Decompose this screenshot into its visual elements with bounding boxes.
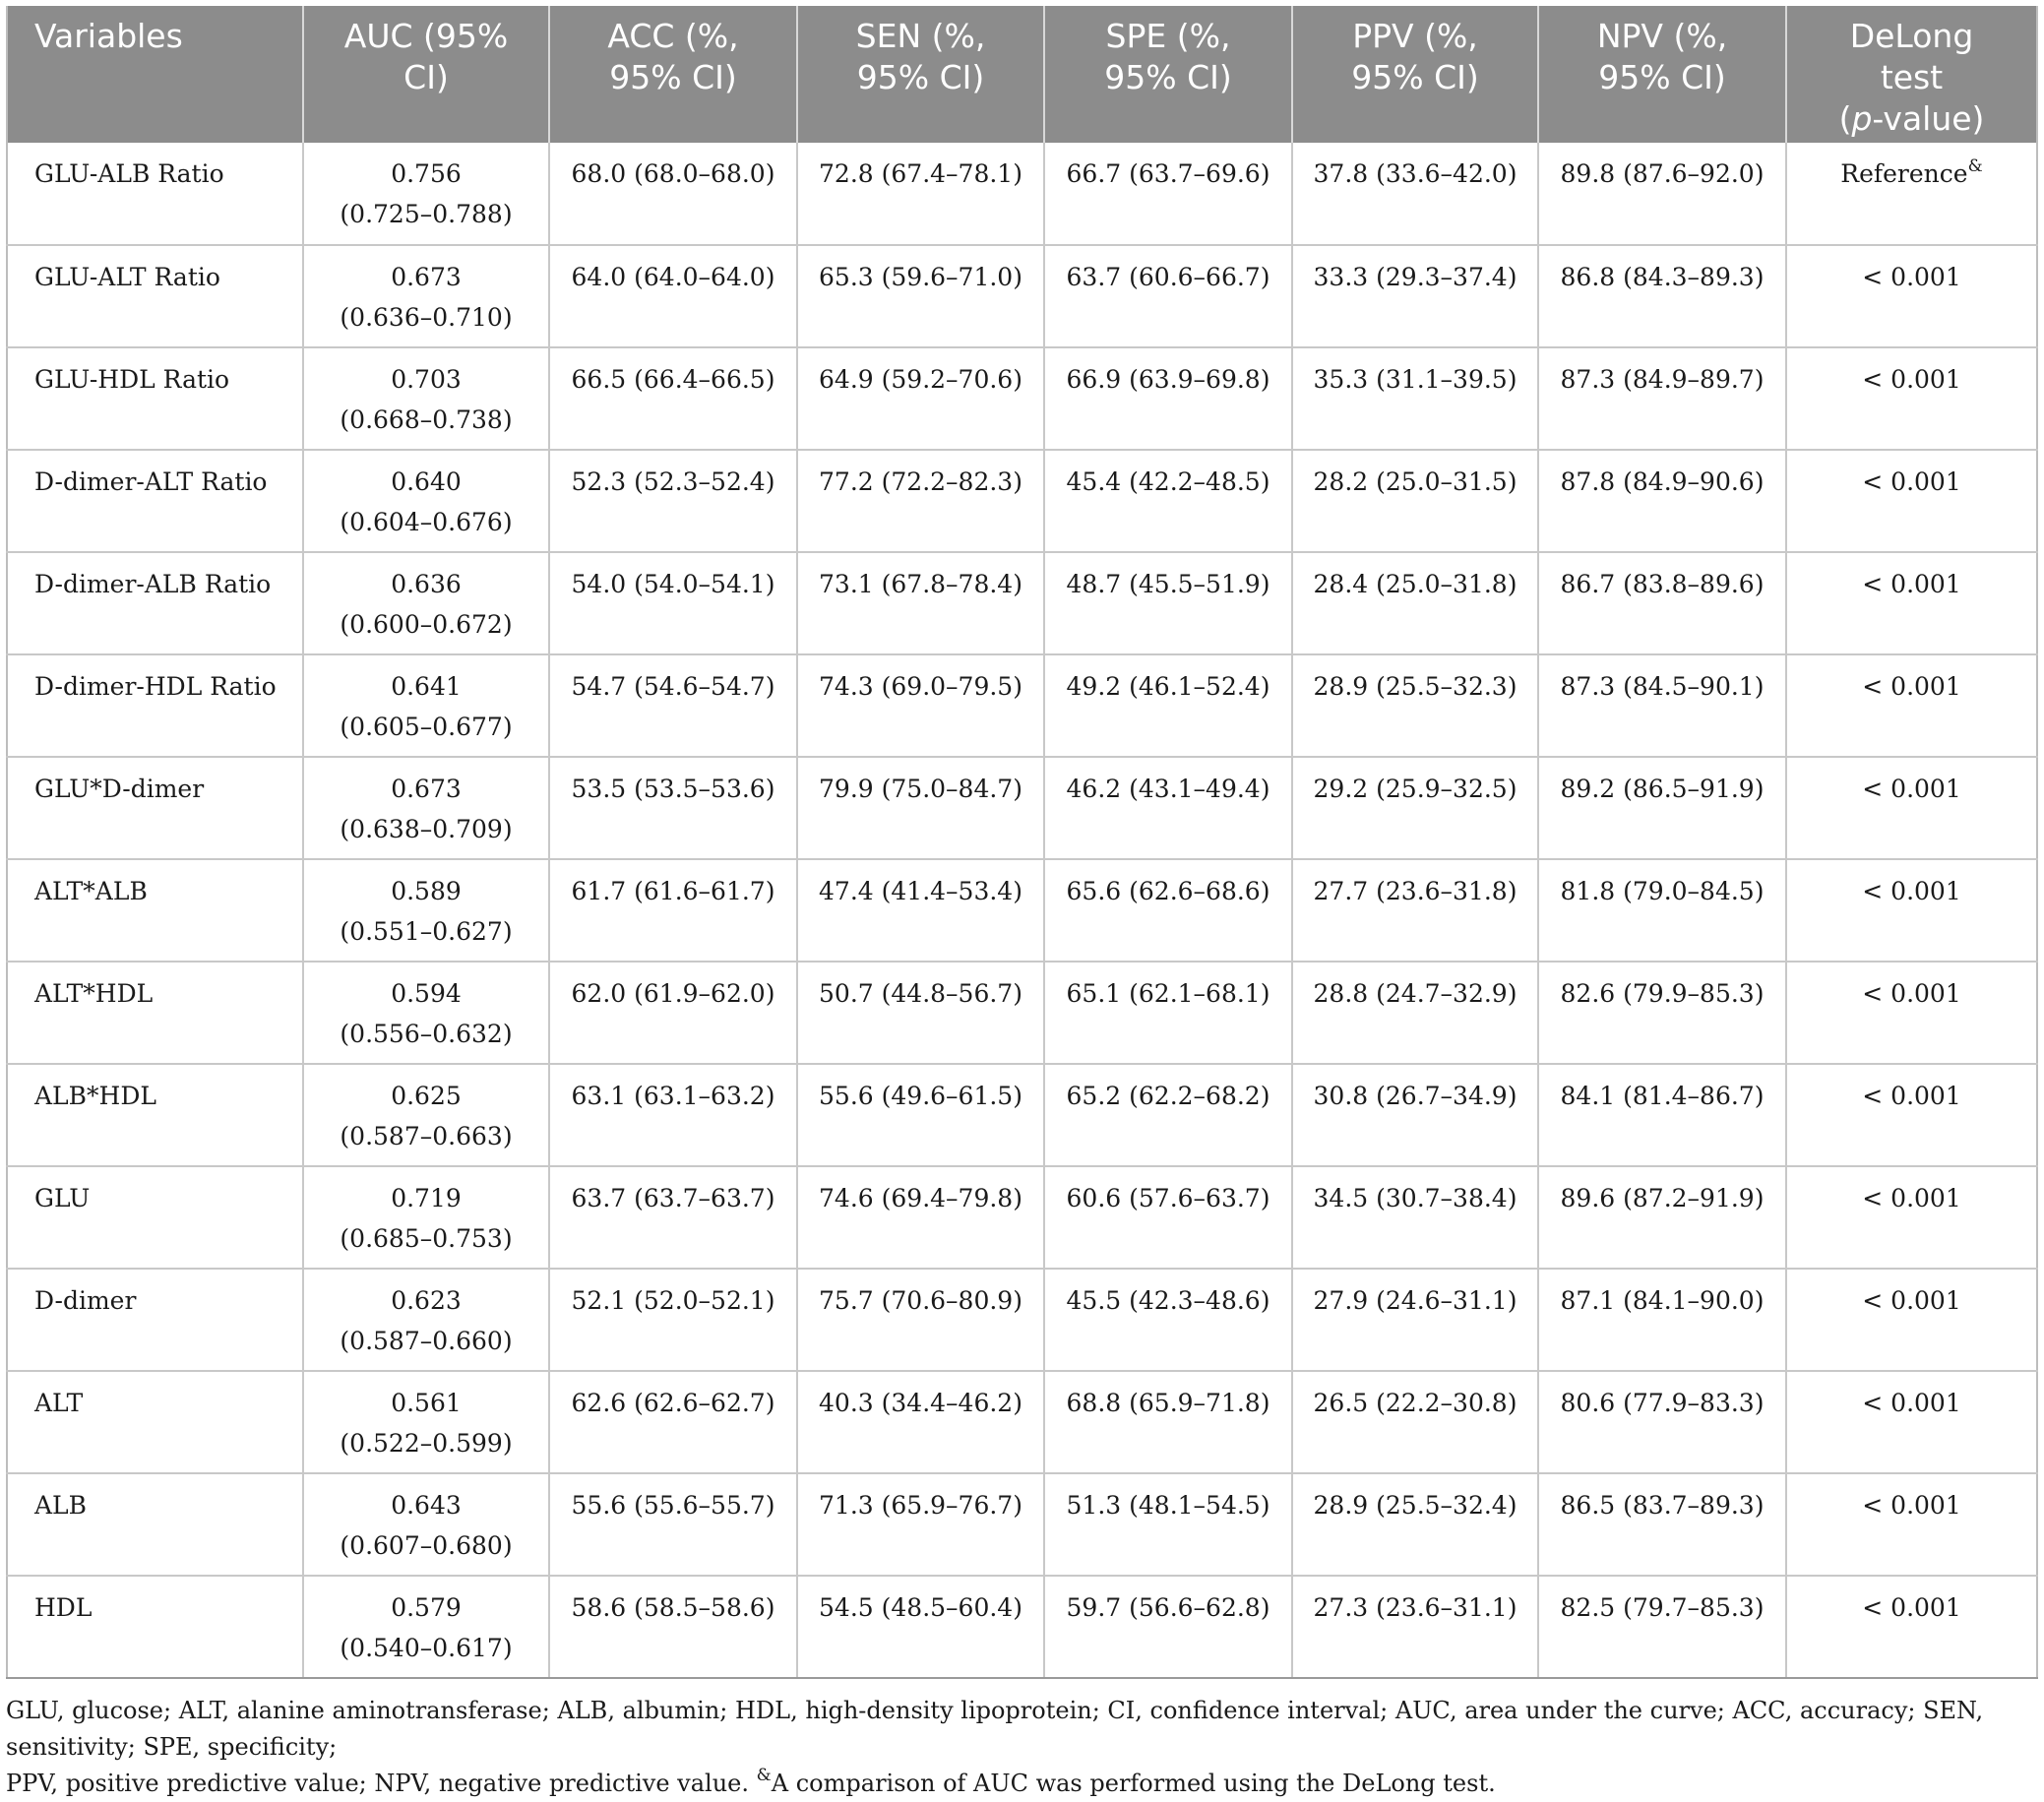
header-spe: SPE (%, 95% CI) [1044,6,1292,143]
cell-ppv: 34.5 (30.7–38.4) [1292,1166,1538,1269]
cell-delong: Reference& [1786,143,2037,245]
header-row [7,6,2037,143]
header-npv: NPV (%, 95% CI) [1538,6,1786,143]
cell-acc: 53.5 (53.5–53.6) [549,757,797,859]
cell-npv: 82.6 (79.9–85.3) [1538,962,1786,1064]
cell-delong: < 0.001 [1786,962,2037,1064]
cell-ppv: 28.4 (25.0–31.8) [1292,552,1538,654]
cell-spe: 65.1 (62.1–68.1) [1044,962,1292,1064]
cell-sen: 64.9 (59.2–70.6) [797,347,1044,450]
table-header [7,6,2037,143]
cell-spe: 66.9 (63.9–69.8) [1044,347,1292,450]
cell-npv: 81.8 (79.0–84.5) [1538,859,1786,962]
table-body [7,143,2037,1678]
cell-auc: 0.673 (0.638–0.709) [303,757,549,859]
cell-ppv: 26.5 (22.2–30.8) [1292,1371,1538,1473]
table-row [7,1473,2037,1576]
cell-variable: GLU-HDL Ratio [7,347,303,450]
header-delong: DeLong test (p-value) [1786,6,2037,143]
cell-acc: 54.0 (54.0–54.1) [549,552,797,654]
table-row [7,1576,2037,1678]
table-row [7,859,2037,962]
header-auc: AUC (95% CI) [303,6,549,143]
cell-acc: 55.6 (55.6–55.7) [549,1473,797,1576]
table-row [7,757,2037,859]
reference-marker: & [1967,155,1983,176]
cell-npv: 87.3 (84.9–89.7) [1538,347,1786,450]
cell-npv: 86.8 (84.3–89.3) [1538,245,1786,347]
cell-sen: 79.9 (75.0–84.7) [797,757,1044,859]
table-row [7,1371,2037,1473]
cell-acc: 64.0 (64.0–64.0) [549,245,797,347]
table-container [6,6,2036,1679]
cell-sen: 74.6 (69.4–79.8) [797,1166,1044,1269]
cell-delong: < 0.001 [1786,347,2037,450]
cell-acc: 62.6 (62.6–62.7) [549,1371,797,1473]
cell-ppv: 27.9 (24.6–31.1) [1292,1269,1538,1371]
cell-ppv: 28.8 (24.7–32.9) [1292,962,1538,1064]
cell-sen: 50.7 (44.8–56.7) [797,962,1044,1064]
cell-auc: 0.756 (0.725–0.788) [303,143,549,245]
cell-ppv: 30.8 (26.7–34.9) [1292,1064,1538,1166]
header-variables: Variables [7,6,303,143]
cell-delong: < 0.001 [1786,450,2037,552]
cell-variable: GLU*D-dimer [7,757,303,859]
cell-spe: 60.6 (57.6–63.7) [1044,1166,1292,1269]
cell-variable: GLU-ALT Ratio [7,245,303,347]
table-row [7,654,2037,757]
cell-ppv: 28.9 (25.5–32.4) [1292,1473,1538,1576]
cell-auc: 0.589 (0.551–0.627) [303,859,549,962]
cell-acc: 62.0 (61.9–62.0) [549,962,797,1064]
cell-acc: 68.0 (68.0–68.0) [549,143,797,245]
cell-variable: ALT [7,1371,303,1473]
table-row [7,962,2037,1064]
cell-ppv: 37.8 (33.6–42.0) [1292,143,1538,245]
cell-variable: D-dimer-ALB Ratio [7,552,303,654]
cell-acc: 63.7 (63.7–63.7) [549,1166,797,1269]
cell-acc: 66.5 (66.4–66.5) [549,347,797,450]
cell-variable: D-dimer-ALT Ratio [7,450,303,552]
cell-auc: 0.673 (0.636–0.710) [303,245,549,347]
cell-delong: < 0.001 [1786,552,2037,654]
cell-sen: 47.4 (41.4–53.4) [797,859,1044,962]
cell-auc: 0.719 (0.685–0.753) [303,1166,549,1269]
cell-sen: 40.3 (34.4–46.2) [797,1371,1044,1473]
cell-sen: 72.8 (67.4–78.1) [797,143,1044,245]
cell-auc: 0.594 (0.556–0.632) [303,962,549,1064]
footnote-line-1: GLU, glucose; ALT, alanine aminotransferase; ALB, albumin; HDL, high-density lipoprotein; CI, confidence interval; AUC, area under the curve; ACC, accuracy; SEN, sensitivity; SPE, specificity; [6,1697,1984,1761]
cell-ppv: 29.2 (25.9–32.5) [1292,757,1538,859]
cell-sen: 75.7 (70.6–80.9) [797,1269,1044,1371]
cell-ppv: 27.3 (23.6–31.1) [1292,1576,1538,1678]
cell-spe: 46.2 (43.1–49.4) [1044,757,1292,859]
cell-ppv: 33.3 (29.3–37.4) [1292,245,1538,347]
cell-delong: < 0.001 [1786,1269,2037,1371]
cell-acc: 54.7 (54.6–54.7) [549,654,797,757]
cell-ppv: 28.9 (25.5–32.3) [1292,654,1538,757]
cell-npv: 84.1 (81.4–86.7) [1538,1064,1786,1166]
cell-auc: 0.640 (0.604–0.676) [303,450,549,552]
cell-variable: GLU-ALB Ratio [7,143,303,245]
cell-delong: < 0.001 [1786,757,2037,859]
cell-spe: 51.3 (48.1–54.5) [1044,1473,1292,1576]
cell-spe: 45.4 (42.2–48.5) [1044,450,1292,552]
cell-npv: 86.7 (83.8–89.6) [1538,552,1786,654]
table-footnote [6,1693,2036,1802]
cell-auc: 0.703 (0.668–0.738) [303,347,549,450]
cell-delong: < 0.001 [1786,1371,2037,1473]
cell-npv: 86.5 (83.7–89.3) [1538,1473,1786,1576]
cell-delong: < 0.001 [1786,1064,2037,1166]
cell-spe: 63.7 (60.6–66.7) [1044,245,1292,347]
cell-acc: 63.1 (63.1–63.2) [549,1064,797,1166]
cell-variable: D-dimer [7,1269,303,1371]
cell-delong: < 0.001 [1786,654,2037,757]
table-row [7,450,2037,552]
cell-acc: 52.1 (52.0–52.1) [549,1269,797,1371]
cell-sen: 77.2 (72.2–82.3) [797,450,1044,552]
cell-acc: 61.7 (61.6–61.7) [549,859,797,962]
results-table [6,6,2038,1679]
cell-delong: < 0.001 [1786,245,2037,347]
cell-spe: 59.7 (56.6–62.8) [1044,1576,1292,1678]
cell-sen: 73.1 (67.8–78.4) [797,552,1044,654]
cell-npv: 89.8 (87.6–92.0) [1538,143,1786,245]
cell-npv: 89.2 (86.5–91.9) [1538,757,1786,859]
cell-ppv: 35.3 (31.1–39.5) [1292,347,1538,450]
cell-spe: 49.2 (46.1–52.4) [1044,654,1292,757]
footnote-line-2: PPV, positive predictive value; NPV, negative predictive value. &A comparison of AUC was performed using the DeLong test. [6,1766,1496,1797]
cell-npv: 80.6 (77.9–83.3) [1538,1371,1786,1473]
cell-sen: 71.3 (65.9–76.7) [797,1473,1044,1576]
cell-auc: 0.643 (0.607–0.680) [303,1473,549,1576]
cell-auc: 0.561 (0.522–0.599) [303,1371,549,1473]
cell-npv: 87.1 (84.1–90.0) [1538,1269,1786,1371]
cell-delong: < 0.001 [1786,1576,2037,1678]
cell-sen: 55.6 (49.6–61.5) [797,1064,1044,1166]
cell-spe: 66.7 (63.7–69.6) [1044,143,1292,245]
cell-variable: ALB [7,1473,303,1576]
table-row [7,1166,2037,1269]
cell-npv: 89.6 (87.2–91.9) [1538,1166,1786,1269]
header-ppv: PPV (%, 95% CI) [1292,6,1538,143]
cell-ppv: 28.2 (25.0–31.5) [1292,450,1538,552]
cell-acc: 52.3 (52.3–52.4) [549,450,797,552]
cell-variable: ALT*ALB [7,859,303,962]
cell-npv: 87.3 (84.5–90.1) [1538,654,1786,757]
cell-auc: 0.641 (0.605–0.677) [303,654,549,757]
table-row [7,143,2037,245]
footnote-marker: & [756,1766,772,1785]
cell-npv: 82.5 (79.7–85.3) [1538,1576,1786,1678]
cell-variable: GLU [7,1166,303,1269]
cell-npv: 87.8 (84.9–90.6) [1538,450,1786,552]
cell-auc: 0.623 (0.587–0.660) [303,1269,549,1371]
cell-auc: 0.579 (0.540–0.617) [303,1576,549,1678]
cell-spe: 65.6 (62.6–68.6) [1044,859,1292,962]
cell-spe: 48.7 (45.5–51.9) [1044,552,1292,654]
cell-sen: 65.3 (59.6–71.0) [797,245,1044,347]
header-sen: SEN (%, 95% CI) [797,6,1044,143]
cell-variable: HDL [7,1576,303,1678]
cell-delong: < 0.001 [1786,859,2037,962]
cell-delong: < 0.001 [1786,1473,2037,1576]
cell-auc: 0.625 (0.587–0.663) [303,1064,549,1166]
cell-sen: 74.3 (69.0–79.5) [797,654,1044,757]
table-row [7,552,2037,654]
cell-spe: 45.5 (42.3–48.6) [1044,1269,1292,1371]
cell-variable: ALT*HDL [7,962,303,1064]
cell-ppv: 27.7 (23.6–31.8) [1292,859,1538,962]
cell-delong: < 0.001 [1786,1166,2037,1269]
cell-variable: D-dimer-HDL Ratio [7,654,303,757]
table-row [7,1269,2037,1371]
table-row [7,245,2037,347]
cell-sen: 54.5 (48.5–60.4) [797,1576,1044,1678]
table-row [7,347,2037,450]
cell-spe: 65.2 (62.2–68.2) [1044,1064,1292,1166]
table-row [7,1064,2037,1166]
header-acc: ACC (%, 95% CI) [549,6,797,143]
cell-auc: 0.636 (0.600–0.672) [303,552,549,654]
cell-variable: ALB*HDL [7,1064,303,1166]
cell-spe: 68.8 (65.9–71.8) [1044,1371,1292,1473]
cell-acc: 58.6 (58.5–58.6) [549,1576,797,1678]
